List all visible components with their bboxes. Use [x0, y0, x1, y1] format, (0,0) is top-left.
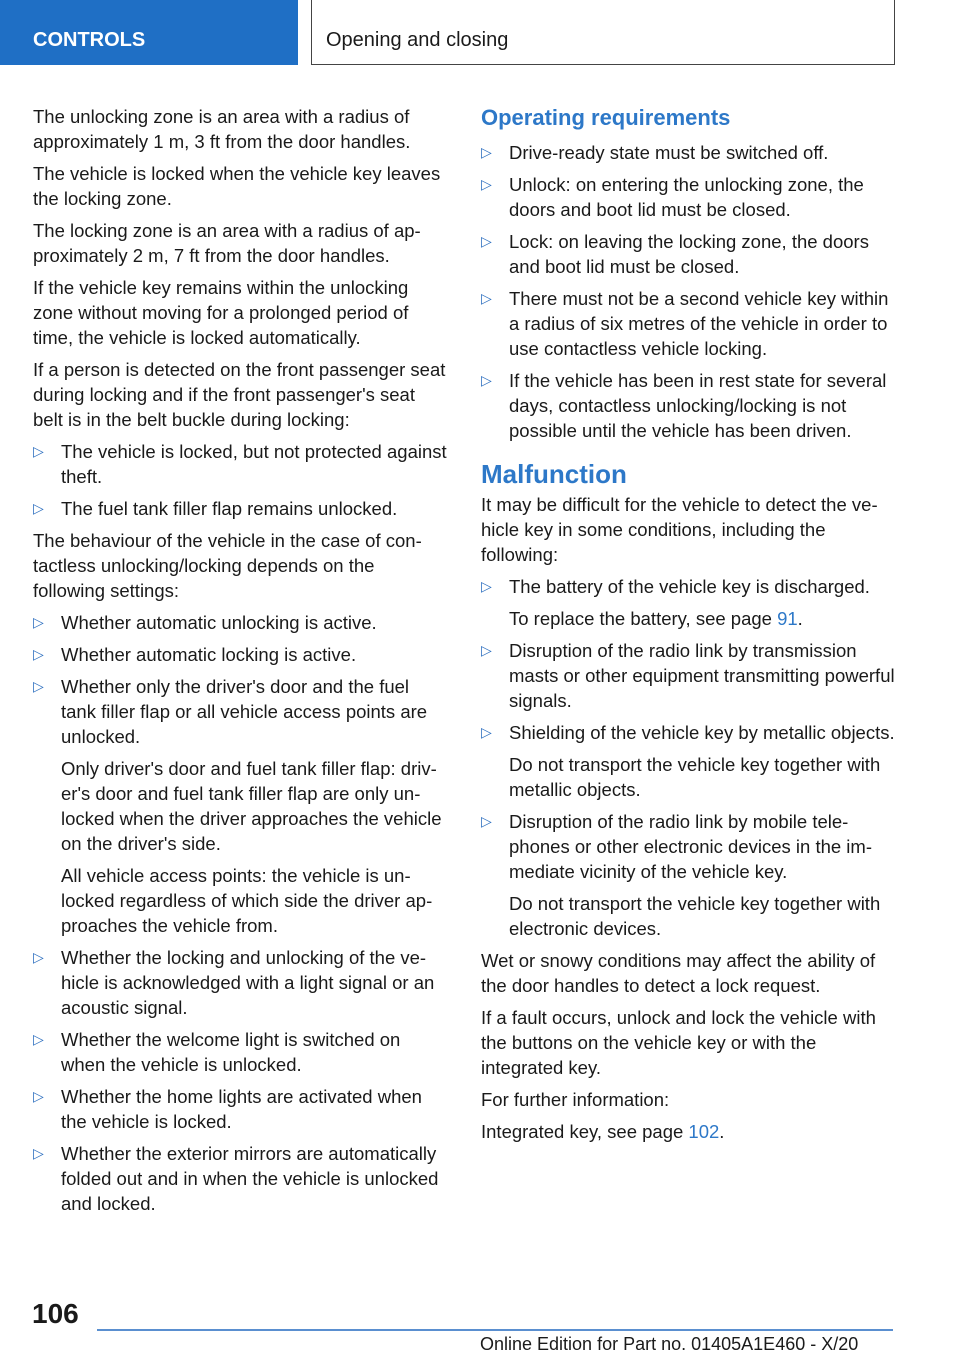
period: .: [797, 608, 803, 629]
list-item: [33, 945, 447, 1020]
list-item: [481, 368, 897, 443]
list-item-text: Whether the locking and unlocking of the vehicle is acknowledged with a light signal or an acoustic signal.: [61, 947, 435, 1018]
list-item-text: Whether automatic unlocking is active.: [61, 612, 377, 633]
list-item-text: Whether automatic locking is active.: [61, 644, 357, 665]
paragraph: If the vehicle key remains within the unlocking zone without moving for a prolonged period of time, the vehicle is locked automatically.: [33, 277, 409, 348]
chapter-header: [311, 0, 895, 65]
triangle-bullet-icon: ▷: [33, 1145, 44, 1161]
footer-divider: [97, 1329, 893, 1331]
paragraph: The vehicle is locked when the vehicle key leaves the locking zone.: [33, 163, 441, 209]
triangle-bullet-icon: ▷: [33, 500, 44, 516]
list-item-text: Unlock: on entering the unlocking zone, the doors and boot lid must be closed.: [509, 174, 864, 220]
list-item: [33, 610, 447, 635]
list-item-text: Drive-ready state must be switched off.: [509, 142, 829, 163]
list-item-subtext: [509, 606, 897, 631]
list-item-subtext: Only driver's door and fuel tank filler flap: driver's door and fuel tank filler flap are only unlocked when the driver approaches the vehicle on the driver's side.: [61, 758, 442, 854]
list-item-text: Whether the home lights are activated when the vehicle is locked.: [61, 1086, 422, 1132]
list-item: [481, 140, 897, 165]
edition-note: Online Edition for Part no. 01405A1E460 - X/20: [480, 1334, 859, 1354]
list-item: [33, 439, 447, 489]
list-item: [33, 1084, 447, 1134]
list-item: [481, 574, 897, 631]
page-number: 106: [32, 1298, 79, 1329]
list-item-subtext: Do not transport the vehicle key together with electronic devices.: [509, 893, 881, 939]
list-item-subtext: Do not transport the vehicle key together with metallic objects.: [509, 754, 881, 800]
page-link-102[interactable]: 102: [688, 1121, 720, 1142]
triangle-bullet-icon: ▷: [33, 1088, 44, 1104]
paragraph: Wet or snowy conditions may affect the ability of the door handles to detect a lock request.: [481, 950, 876, 996]
list-item: [481, 286, 897, 361]
triangle-bullet-icon: ▷: [481, 578, 492, 594]
triangle-bullet-icon: ▷: [481, 642, 492, 658]
section-label: CONTROLS: [33, 29, 146, 51]
paragraph: The unlocking zone is an area with a radius of approximately 1 m, 3 ft from the door handles.: [33, 106, 411, 152]
period: .: [719, 1121, 725, 1142]
triangle-bullet-icon: ▷: [481, 290, 492, 306]
subtext-prefix: To replace the battery, see page: [509, 608, 778, 629]
list-item-text: Whether the exterior mirrors are automatically folded out and in when the vehicle is unlocked and locked.: [61, 1143, 439, 1214]
list-item: [481, 229, 897, 279]
triangle-bullet-icon: ▷: [33, 443, 44, 459]
triangle-bullet-icon: ▷: [33, 646, 44, 662]
list-item: [33, 496, 447, 521]
triangle-bullet-icon: ▷: [481, 144, 492, 160]
list-item: [481, 720, 897, 802]
list-item-text: Disruption of the radio link by mobile telephones or other electronic devices in the immediate vicinity of the vehicle key.: [509, 811, 873, 882]
triangle-bullet-icon: ▷: [33, 1031, 44, 1047]
list-item: [481, 172, 897, 222]
list-item: [33, 1027, 447, 1077]
triangle-bullet-icon: ▷: [481, 233, 492, 249]
chapter-title: Opening and closing: [326, 29, 509, 51]
triangle-bullet-icon: ▷: [481, 724, 492, 740]
page-link-91[interactable]: 91: [777, 608, 798, 629]
list-item-text: Whether the welcome light is switched on when the vehicle is unlocked.: [61, 1029, 401, 1075]
paragraph: For further information:: [481, 1089, 670, 1110]
right-column: [481, 104, 897, 1151]
list-item-text: If the vehicle has been in rest state for several days, contactless unlocking/locking is not possible until the vehicle has been driven.: [509, 370, 887, 441]
list-item-text: Disruption of the radio link by transmission masts or other equipment transmitting powerful signals.: [509, 640, 895, 711]
list-item-subtext: All vehicle access points: the vehicle is unlocked regardless of which side the driver approaches the vehicle from.: [61, 865, 433, 936]
reference-prefix: Integrated key, see page: [481, 1121, 689, 1142]
paragraph: The locking zone is an area with a radius of approximately 2 m, 7 ft from the door handles.: [33, 220, 421, 266]
paragraph: It may be difficult for the vehicle to detect the vehicle key in some conditions, including the following:: [481, 494, 878, 565]
paragraph: If a person is detected on the front passenger seat during locking and if the front passenger's seat belt is in the belt buckle during locking:: [33, 359, 446, 430]
triangle-bullet-icon: ▷: [481, 372, 492, 388]
triangle-bullet-icon: ▷: [33, 949, 44, 965]
paragraph: The behaviour of the vehicle in the case of contactless unlocking/locking depends on the following settings:: [33, 530, 422, 601]
section-tab: [0, 0, 298, 65]
list-item-text: Shielding of the vehicle key by metallic objects.: [509, 722, 895, 743]
list-item-text: Lock: on leaving the locking zone, the doors and boot lid must be closed.: [509, 231, 869, 277]
list-item: [481, 809, 897, 941]
list-item: [33, 1141, 447, 1216]
list-item-text: There must not be a second vehicle key within a radius of six metres of the vehicle in order to use contactless vehicle locking.: [509, 288, 889, 359]
triangle-bullet-icon: ▷: [481, 813, 492, 829]
list-item: [33, 674, 447, 938]
paragraph: If a fault occurs, unlock and lock the vehicle with the buttons on the vehicle key or with the integrated key.: [481, 1007, 876, 1078]
list-item-text: The fuel tank filler flap remains unlocked.: [61, 498, 398, 519]
list-item-text: Whether only the driver's door and the fuel tank filler flap or all vehicle access points are unlocked.: [61, 676, 428, 747]
left-column: [33, 104, 447, 1223]
list-item: [481, 638, 897, 713]
triangle-bullet-icon: ▷: [481, 176, 492, 192]
paragraph: [481, 1119, 897, 1144]
triangle-bullet-icon: ▷: [33, 614, 44, 630]
list-item-text: The vehicle is locked, but not protected against theft.: [61, 441, 447, 487]
section-heading: Malfunction: [481, 459, 627, 489]
list-item-text: The battery of the vehicle key is discharged.: [509, 576, 870, 597]
triangle-bullet-icon: ▷: [33, 678, 44, 694]
section-heading: Operating requirements: [481, 105, 731, 130]
list-item: [33, 642, 447, 667]
